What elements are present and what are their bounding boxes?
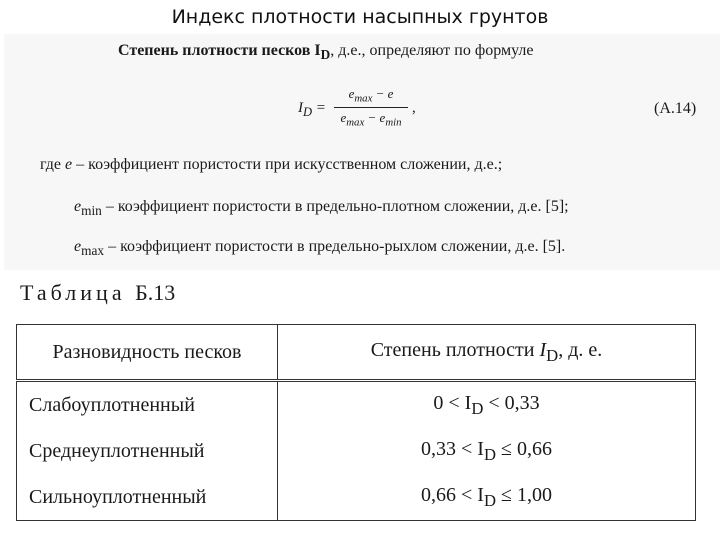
table-row [17, 428, 696, 474]
equation-number: (А.14) [654, 100, 697, 117]
table-caption-number: Б.13 [135, 280, 176, 305]
definition-e: где e – коэффициент пористости при искусственном сложении, д.е.; [40, 156, 503, 173]
row-range: $0,66 < I_D \le 1,00$ [278, 474, 696, 521]
sand-density-table [16, 324, 696, 521]
table-row [17, 474, 696, 521]
formula-denominator: $e_{max} - e_{min}$ [340, 109, 402, 129]
table-header-row [17, 325, 696, 381]
density-formula [296, 86, 426, 134]
formula-numerator: $e_{max} - e$ [334, 86, 408, 108]
formula-heading [118, 42, 534, 63]
formula-heading-bold: Степень плотности песков I [118, 42, 321, 59]
row-kind: Среднеуплотненный [17, 428, 278, 474]
row-range: $0 < I_D < 0,33$ [278, 381, 696, 429]
slide-title: Индекс плотности насыпных грунтов [171, 6, 549, 28]
formula-comma: , [412, 100, 416, 116]
formula-fraction [334, 86, 408, 128]
row-kind: Сильноуплотненный [17, 474, 278, 521]
table-row [17, 381, 696, 429]
table-caption [20, 280, 175, 306]
row-range: $0,33 < I_D \le 0,66$ [278, 428, 696, 474]
formula-heading-sub: D [320, 47, 331, 63]
formula-lhs: $I_D$ = [298, 100, 326, 119]
scanned-formula-panel [4, 34, 720, 270]
definition-emin: $e_{min}$ – коэффициент пористости в предельно-плотном сложении, д.е. [5]; [74, 198, 569, 219]
formula-heading-rest: , д.е., определяют по формуле [330, 42, 534, 59]
table-caption-word: Таблица [20, 280, 126, 305]
definition-emax: $e_{max}$ – коэффициент пористости в предельно-рыхлом сложении, д.е. [5]. [74, 238, 566, 259]
row-kind: Слабоуплотненный [17, 381, 278, 429]
header-kind: Разновидность песков [17, 325, 278, 381]
header-density: Степень плотности $I_D$, д. е. [278, 325, 696, 381]
